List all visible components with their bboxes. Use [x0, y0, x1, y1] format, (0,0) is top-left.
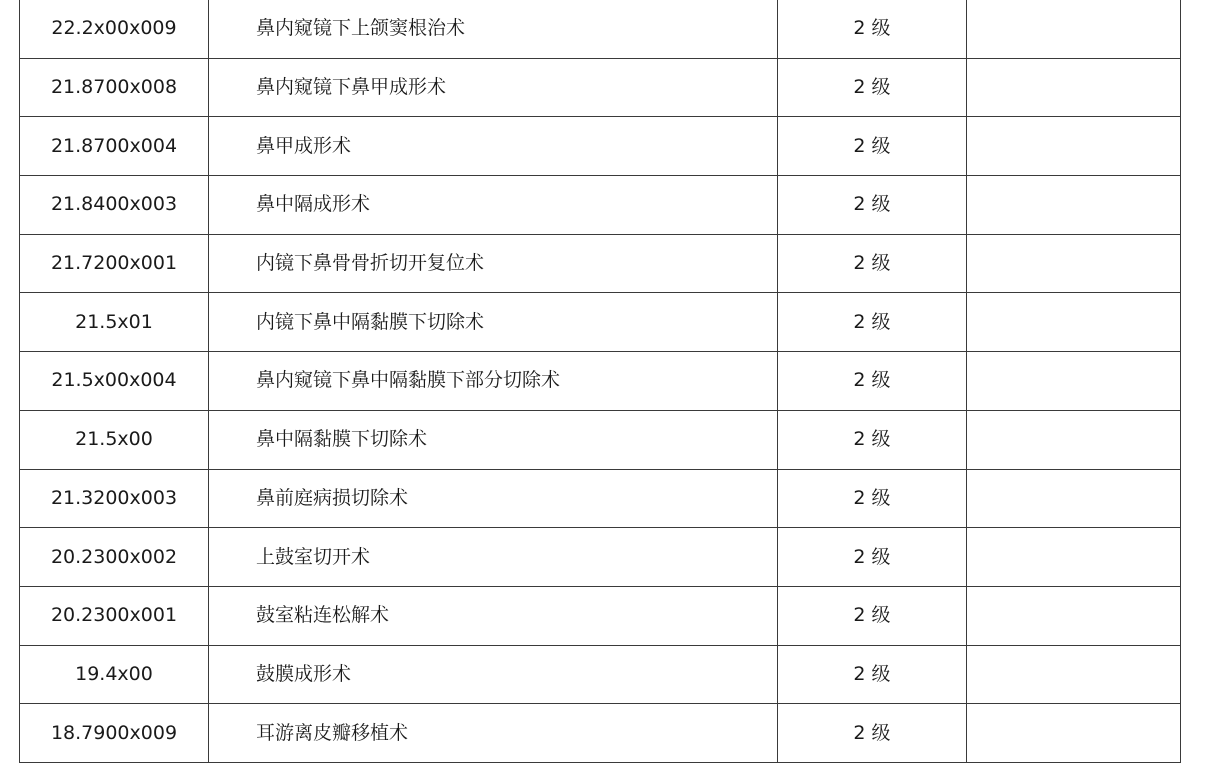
procedure-level-cell: 2 级: [778, 352, 967, 411]
procedure-name-cell: 鼓室粘连松解术: [209, 586, 778, 645]
procedure-code-cell: 20.2300x001: [20, 586, 209, 645]
procedure-level-cell: 2 级: [778, 293, 967, 352]
procedure-code-cell: 21.5x00x004: [20, 352, 209, 411]
procedure-name-cell: 鼻中隔黏膜下切除术: [209, 410, 778, 469]
procedure-name-cell: 鼻中隔成形术: [209, 176, 778, 235]
table-row: [20, 0, 1181, 58]
procedure-name-cell: 上鼓室切开术: [209, 528, 778, 587]
procedure-code-cell: 18.7900x009: [20, 704, 209, 763]
procedure-code-cell: 20.2300x002: [20, 528, 209, 587]
table-row: [20, 352, 1181, 411]
procedure-note-cell: [967, 58, 1181, 117]
procedure-level-cell: 2 级: [778, 469, 967, 528]
procedure-note-cell: [967, 528, 1181, 587]
table-row: [20, 469, 1181, 528]
procedure-table-body: [20, 0, 1181, 762]
table-row: [20, 58, 1181, 117]
procedure-level-cell: 2 级: [778, 58, 967, 117]
procedure-name-cell: 内镜下鼻骨骨折切开复位术: [209, 234, 778, 293]
procedure-name-cell: 鼻前庭病损切除术: [209, 469, 778, 528]
procedure-level-cell: 2 级: [778, 0, 967, 58]
procedure-level-cell: 2 级: [778, 410, 967, 469]
procedure-level-cell: 2 级: [778, 117, 967, 176]
table-row: [20, 176, 1181, 235]
procedure-level-cell: 2 级: [778, 176, 967, 235]
procedure-code-cell: 21.5x01: [20, 293, 209, 352]
procedure-level-cell: 2 级: [778, 586, 967, 645]
procedure-code-cell: 21.3200x003: [20, 469, 209, 528]
table-row: [20, 704, 1181, 763]
procedure-code-cell: 21.5x00: [20, 410, 209, 469]
procedure-level-cell: 2 级: [778, 234, 967, 293]
procedure-code-cell: 22.2x00x009: [20, 0, 209, 58]
table-row: [20, 293, 1181, 352]
procedure-code-cell: 21.8700x004: [20, 117, 209, 176]
procedure-note-cell: [967, 352, 1181, 411]
procedure-code-cell: 21.7200x001: [20, 234, 209, 293]
procedure-level-cell: 2 级: [778, 645, 967, 704]
table-row: [20, 410, 1181, 469]
procedure-code-cell: 19.4x00: [20, 645, 209, 704]
procedure-note-cell: [967, 704, 1181, 763]
procedure-note-cell: [967, 469, 1181, 528]
procedure-name-cell: 内镜下鼻中隔黏膜下切除术: [209, 293, 778, 352]
procedure-table: [19, 0, 1181, 763]
procedure-note-cell: [967, 410, 1181, 469]
procedure-name-cell: 鼻内窥镜下鼻甲成形术: [209, 58, 778, 117]
table-row: [20, 234, 1181, 293]
table-row: [20, 586, 1181, 645]
procedure-note-cell: [967, 0, 1181, 58]
procedure-name-cell: 鼻内窥镜下鼻中隔黏膜下部分切除术: [209, 352, 778, 411]
table-row: [20, 528, 1181, 587]
procedure-note-cell: [967, 645, 1181, 704]
procedure-code-cell: 21.8700x008: [20, 58, 209, 117]
table-row: [20, 117, 1181, 176]
table-row: [20, 645, 1181, 704]
procedure-name-cell: 鼻甲成形术: [209, 117, 778, 176]
procedure-note-cell: [967, 176, 1181, 235]
procedure-note-cell: [967, 293, 1181, 352]
procedure-name-cell: 鼻内窥镜下上颌窦根治术: [209, 0, 778, 58]
procedure-name-cell: 耳游离皮瓣移植术: [209, 704, 778, 763]
procedure-level-cell: 2 级: [778, 528, 967, 587]
procedure-note-cell: [967, 117, 1181, 176]
procedure-level-cell: 2 级: [778, 704, 967, 763]
procedure-note-cell: [967, 234, 1181, 293]
procedure-name-cell: 鼓膜成形术: [209, 645, 778, 704]
procedure-note-cell: [967, 586, 1181, 645]
procedure-code-cell: 21.8400x003: [20, 176, 209, 235]
